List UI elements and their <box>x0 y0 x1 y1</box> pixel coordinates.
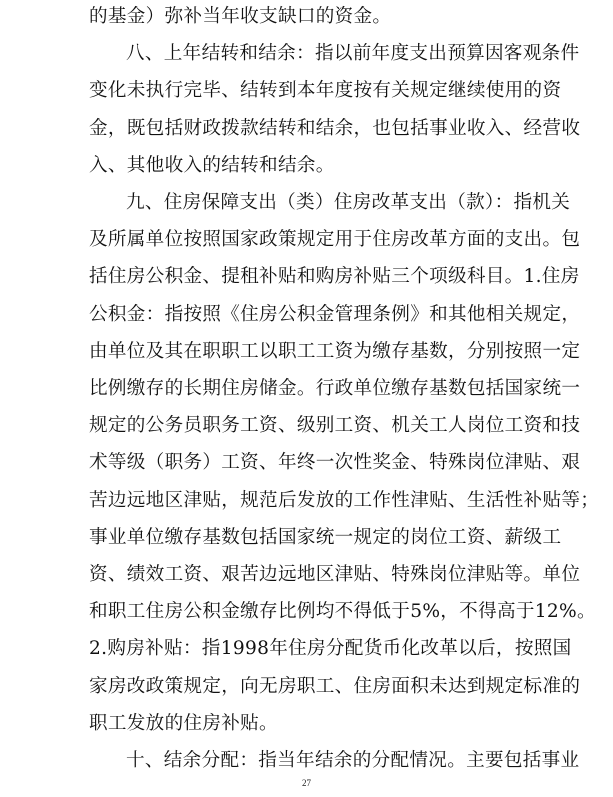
text-line: 及所属单位按照国家政策规定用于住房改革方面的支出。包 <box>89 229 581 251</box>
text-line: 事业单位缴存基数包括国家统一规定的岗位工资、薪级工 <box>89 526 562 548</box>
text-line: 苦边远地区津贴，规范后发放的工作性津贴、生活性补贴等； <box>89 489 600 511</box>
text-line: 资、绩效工资、艰苦边远地区津贴、特殊岗位津贴等。单位 <box>89 564 581 585</box>
text-line: 的基金）弥补当年收支缺口的资金。 <box>89 6 392 27</box>
text-line: 公积金：指按照《住房公积金管理条例》和其他相关规定， <box>89 303 581 325</box>
text-line: 规定的公务员职务工资、级别工资、机关工人岗位工资和技 <box>89 415 581 437</box>
page-number: 27 <box>302 778 311 788</box>
text-line: 金，既包括财政拨款结转和结余，也包括事业收入、经营收 <box>89 117 581 139</box>
text-line: 和职工住房公积金缴存比例均不得低于5%，不得高于12%。 <box>89 601 596 623</box>
text-line: 八、上年结转和结余：指以前年度支出预算因客观条件 <box>126 43 580 65</box>
text-line: 括住房公积金、提租补贴和购房补贴三个项级科目。1.住房 <box>89 266 580 288</box>
text-line: 变化未执行完毕、结转到本年度按有关规定继续使用的资 <box>89 80 562 102</box>
text-line: 比例缴存的长期住房储金。行政单位缴存基数包括国家统一 <box>89 378 581 399</box>
text-line: 职工发放的住房补贴。 <box>89 712 278 734</box>
text-line: 2.购房补贴：指1998年住房分配货币化改革以后，按照国 <box>89 638 572 660</box>
text-line: 十、结余分配：指当年结余的分配情况。主要包括事业 <box>126 750 580 771</box>
text-line: 由单位及其在职职工以职工工资为缴存基数，分别按照一定 <box>89 340 581 362</box>
text-line: 家房改政策规定，向无房职工、住房面积未达到规定标准的 <box>89 675 581 697</box>
text-line: 九、住房保障支出（类）住房改革支出（款）：指机关 <box>126 192 571 213</box>
text-line: 入、其他收入的结转和结余。 <box>89 154 335 176</box>
text-line: 术等级（职务）工资、年终一次性奖金、特殊岗位津贴、艰 <box>89 452 581 474</box>
